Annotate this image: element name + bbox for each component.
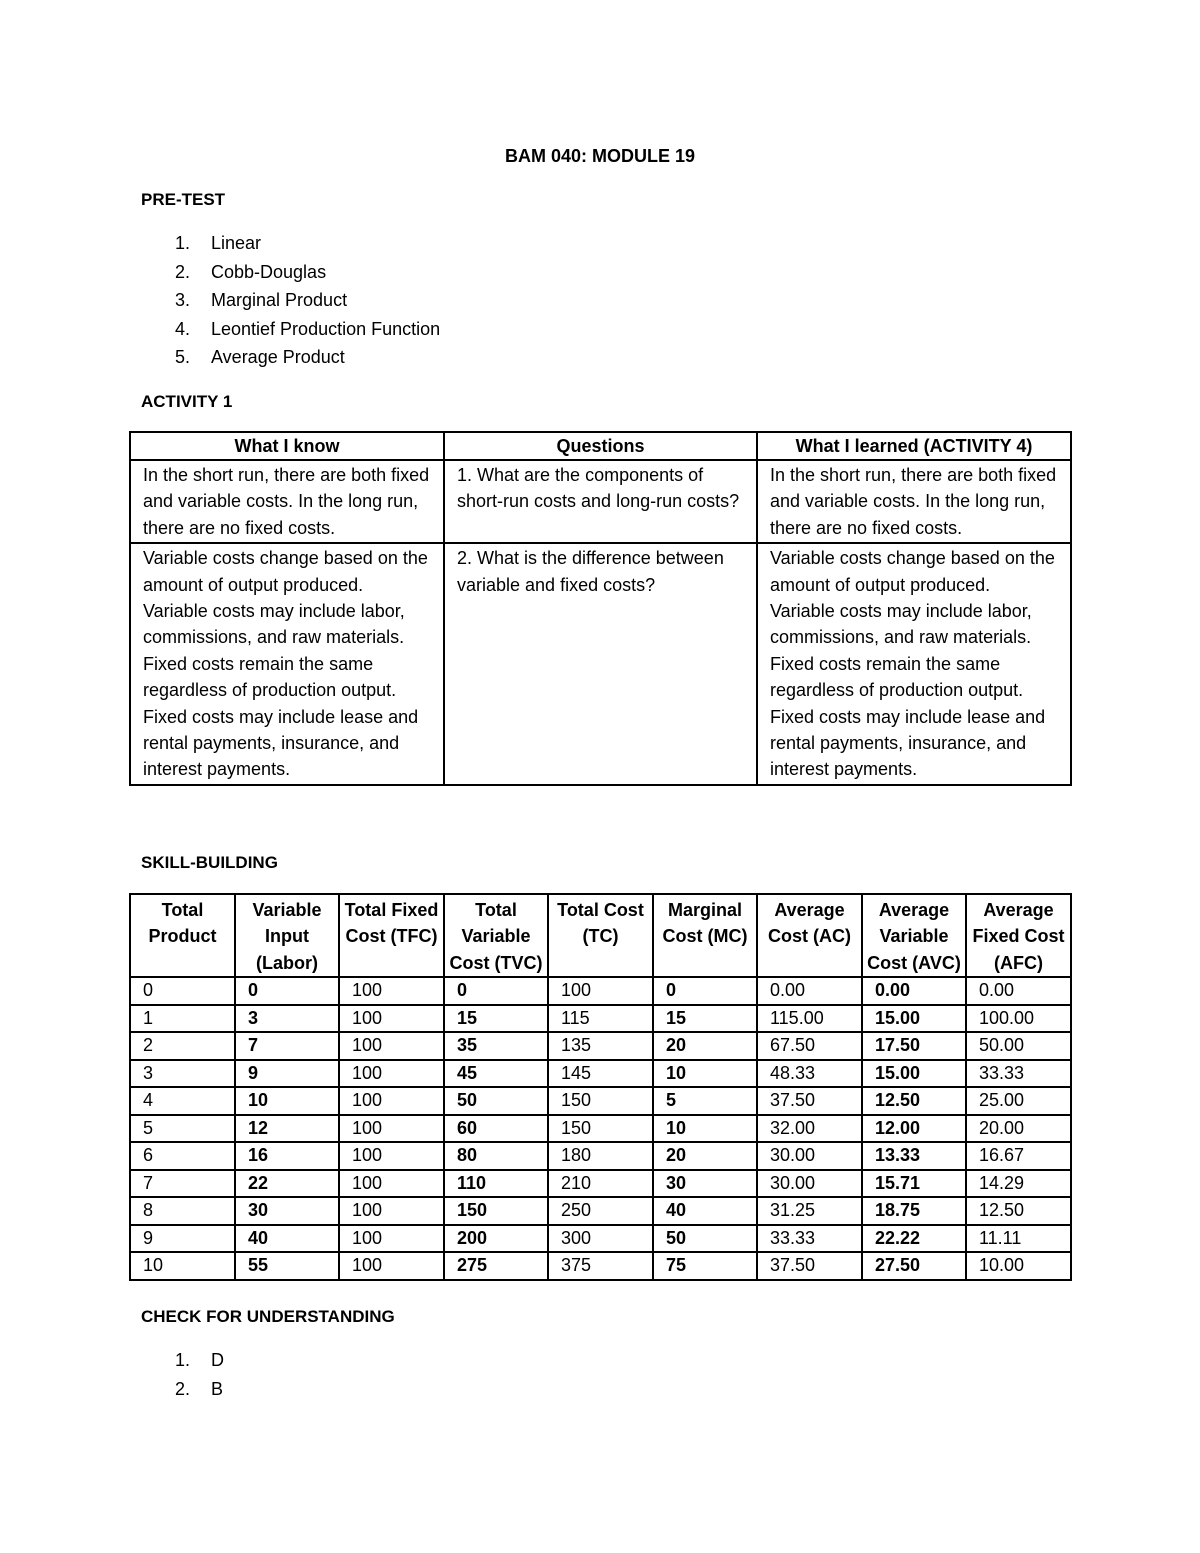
table-cell: 10.00 xyxy=(966,1252,1071,1280)
table-cell: 180 xyxy=(548,1142,653,1170)
table-cell: 16 xyxy=(235,1142,339,1170)
table-cell: 15.00 xyxy=(862,1005,966,1033)
table-cell: 100 xyxy=(339,977,444,1005)
table-row xyxy=(130,1142,1071,1170)
table-cell: 1. What are the components of short-run costs and long-run costs? xyxy=(444,460,757,543)
table-cell: 100 xyxy=(339,1225,444,1253)
table-cell: 15.71 xyxy=(862,1170,966,1198)
table-cell: 15 xyxy=(444,1005,548,1033)
table-cell: 48.33 xyxy=(757,1060,862,1088)
table-cell: 0 xyxy=(444,977,548,1005)
column-header: Total Fixed Cost (TFC) xyxy=(339,894,444,977)
table-cell: 9 xyxy=(235,1060,339,1088)
table-cell: 67.50 xyxy=(757,1032,862,1060)
table-row xyxy=(130,1087,1071,1115)
table-cell: 0 xyxy=(653,977,757,1005)
table-cell: 3 xyxy=(235,1005,339,1033)
table-cell: 0 xyxy=(130,977,235,1005)
table-cell: 3 xyxy=(130,1060,235,1088)
table-cell: 100 xyxy=(339,1197,444,1225)
table-cell: 0.00 xyxy=(966,977,1071,1005)
table-cell: 27.50 xyxy=(862,1252,966,1280)
table-cell: 40 xyxy=(235,1225,339,1253)
table-cell: 35 xyxy=(444,1032,548,1060)
column-header: Average Fixed Cost (AFC) xyxy=(966,894,1071,977)
table-cell: In the short run, there are both fixed and variable costs. In the long run, there are no fixed costs. xyxy=(130,460,444,543)
table-cell: Variable costs change based on the amount of output produced. Variable costs may include labor, commissions, and raw materials. Fixed costs remain the same regardless of production output. Fixed costs may include lease and rental payments, insurance, and interest payments. xyxy=(757,543,1071,785)
table-cell: 32.00 xyxy=(757,1115,862,1143)
table-cell: 33.33 xyxy=(966,1060,1071,1088)
table-cell: 100 xyxy=(339,1087,444,1115)
table-cell: 50 xyxy=(653,1225,757,1253)
table-cell: 30.00 xyxy=(757,1170,862,1198)
table-cell: 10 xyxy=(235,1087,339,1115)
table-cell: 150 xyxy=(444,1197,548,1225)
table-cell: 20 xyxy=(653,1032,757,1060)
column-header: Total Variable Cost (TVC) xyxy=(444,894,548,977)
table-row xyxy=(130,977,1071,1005)
table-cell: 210 xyxy=(548,1170,653,1198)
table-cell: 13.33 xyxy=(862,1142,966,1170)
table-cell: 55 xyxy=(235,1252,339,1280)
table-cell: 50.00 xyxy=(966,1032,1071,1060)
check-list xyxy=(141,1346,224,1403)
table-row xyxy=(130,1115,1071,1143)
list-item: 2. B xyxy=(175,1378,224,1399)
table-cell: 12.50 xyxy=(966,1197,1071,1225)
table-cell: 250 xyxy=(548,1197,653,1225)
table-cell: 12.00 xyxy=(862,1115,966,1143)
table-cell: 2 xyxy=(130,1032,235,1060)
table-cell: 0.00 xyxy=(862,977,966,1005)
table-row xyxy=(130,1225,1071,1253)
column-header: Marginal Cost (MC) xyxy=(653,894,757,977)
document-title: BAM 040: MODULE 19 xyxy=(504,146,696,166)
table-cell: 37.50 xyxy=(757,1252,862,1280)
table-cell: 100 xyxy=(339,1060,444,1088)
table-cell: 15 xyxy=(653,1005,757,1033)
table-cell: 16.67 xyxy=(966,1142,1071,1170)
table-cell: 6 xyxy=(130,1142,235,1170)
column-header: Average Variable Cost (AVC) xyxy=(862,894,966,977)
table-cell: 10 xyxy=(130,1252,235,1280)
table-cell: 1 xyxy=(130,1005,235,1033)
table-row xyxy=(130,1060,1071,1088)
column-header: Average Cost (AC) xyxy=(757,894,862,977)
check-heading: CHECK FOR UNDERSTANDING xyxy=(141,1307,395,1326)
table-cell: 10 xyxy=(653,1060,757,1088)
table-cell: 25.00 xyxy=(966,1087,1071,1115)
table-cell: 0.00 xyxy=(757,977,862,1005)
table-cell: 115.00 xyxy=(757,1005,862,1033)
pretest-list xyxy=(141,229,440,372)
table-cell: 15.00 xyxy=(862,1060,966,1088)
skill-building-table xyxy=(129,893,1072,1281)
table-cell: 33.33 xyxy=(757,1225,862,1253)
activity1-heading: ACTIVITY 1 xyxy=(141,392,233,411)
table-cell: 110 xyxy=(444,1170,548,1198)
table-cell: 12 xyxy=(235,1115,339,1143)
table-row xyxy=(130,460,1071,543)
table-cell: 275 xyxy=(444,1252,548,1280)
table-cell: 100 xyxy=(339,1142,444,1170)
table-cell: 375 xyxy=(548,1252,653,1280)
table-cell: 7 xyxy=(235,1032,339,1060)
pretest-heading: PRE-TEST xyxy=(141,190,226,209)
table-row xyxy=(130,1170,1071,1198)
table-cell: Variable costs change based on the amount of output produced. Variable costs may include labor, commissions, and raw materials. Fixed costs remain the same regardless of production output. Fixed costs may include lease and rental payments, insurance, and interest payments. xyxy=(130,543,444,785)
table-cell: 100 xyxy=(339,1032,444,1060)
table-header-row xyxy=(130,432,1071,460)
table-row xyxy=(130,1005,1071,1033)
column-header: Total Product xyxy=(130,894,235,977)
table-cell: 20 xyxy=(653,1142,757,1170)
table-cell: 0 xyxy=(235,977,339,1005)
table-cell: 100.00 xyxy=(966,1005,1071,1033)
table-cell: 10 xyxy=(653,1115,757,1143)
table-cell: 100 xyxy=(548,977,653,1005)
table-cell: 5 xyxy=(653,1087,757,1115)
table-cell: 22.22 xyxy=(862,1225,966,1253)
table-cell: 100 xyxy=(339,1170,444,1198)
table-row xyxy=(130,1252,1071,1280)
table-row xyxy=(130,1032,1071,1060)
table-cell: 37.50 xyxy=(757,1087,862,1115)
list-item: 1. D xyxy=(175,1350,224,1370)
list-item: 4. Leontief Production Function xyxy=(175,318,441,339)
table-cell: 300 xyxy=(548,1225,653,1253)
list-item: 1. Linear xyxy=(175,233,262,253)
table-cell: 80 xyxy=(444,1142,548,1170)
table-cell: 40 xyxy=(653,1197,757,1225)
table-cell: 2. What is the difference between variable and fixed costs? xyxy=(444,543,757,785)
table-cell: 115 xyxy=(548,1005,653,1033)
table-header-row xyxy=(130,894,1071,977)
table-cell: 18.75 xyxy=(862,1197,966,1225)
table-cell: 100 xyxy=(339,1252,444,1280)
table-cell: 17.50 xyxy=(862,1032,966,1060)
table-cell: 100 xyxy=(339,1115,444,1143)
activity1-table xyxy=(129,431,1072,786)
list-item: 2. Cobb-Douglas xyxy=(175,261,327,282)
table-cell: 135 xyxy=(548,1032,653,1060)
table-cell: 45 xyxy=(444,1060,548,1088)
table-cell: 150 xyxy=(548,1087,653,1115)
column-header: Questions xyxy=(444,432,757,460)
list-item: 5. Average Product xyxy=(175,347,345,367)
table-row xyxy=(130,543,1071,785)
table-cell: 11.11 xyxy=(966,1225,1071,1253)
table-cell: 4 xyxy=(130,1087,235,1115)
table-cell: 100 xyxy=(339,1005,444,1033)
column-header: Variable Input (Labor) xyxy=(235,894,339,977)
table-cell: 50 xyxy=(444,1087,548,1115)
table-cell: 150 xyxy=(548,1115,653,1143)
table-cell: 75 xyxy=(653,1252,757,1280)
table-cell: 60 xyxy=(444,1115,548,1143)
table-cell: 12.50 xyxy=(862,1087,966,1115)
table-cell: In the short run, there are both fixed and variable costs. In the long run, there are no fixed costs. xyxy=(757,460,1071,543)
skill-building-heading: SKILL-BUILDING xyxy=(141,853,278,872)
table-cell: 200 xyxy=(444,1225,548,1253)
list-item: 3. Marginal Product xyxy=(175,290,348,310)
table-cell: 30 xyxy=(653,1170,757,1198)
column-header: Total Cost (TC) xyxy=(548,894,653,977)
table-cell: 30.00 xyxy=(757,1142,862,1170)
column-header: What I learned (ACTIVITY 4) xyxy=(757,432,1071,460)
table-cell: 145 xyxy=(548,1060,653,1088)
table-cell: 31.25 xyxy=(757,1197,862,1225)
table-cell: 5 xyxy=(130,1115,235,1143)
table-cell: 7 xyxy=(130,1170,235,1198)
column-header: What I know xyxy=(130,432,444,460)
table-cell: 22 xyxy=(235,1170,339,1198)
table-cell: 30 xyxy=(235,1197,339,1225)
table-cell: 14.29 xyxy=(966,1170,1071,1198)
table-cell: 20.00 xyxy=(966,1115,1071,1143)
table-cell: 9 xyxy=(130,1225,235,1253)
table-row xyxy=(130,1197,1071,1225)
table-cell: 8 xyxy=(130,1197,235,1225)
